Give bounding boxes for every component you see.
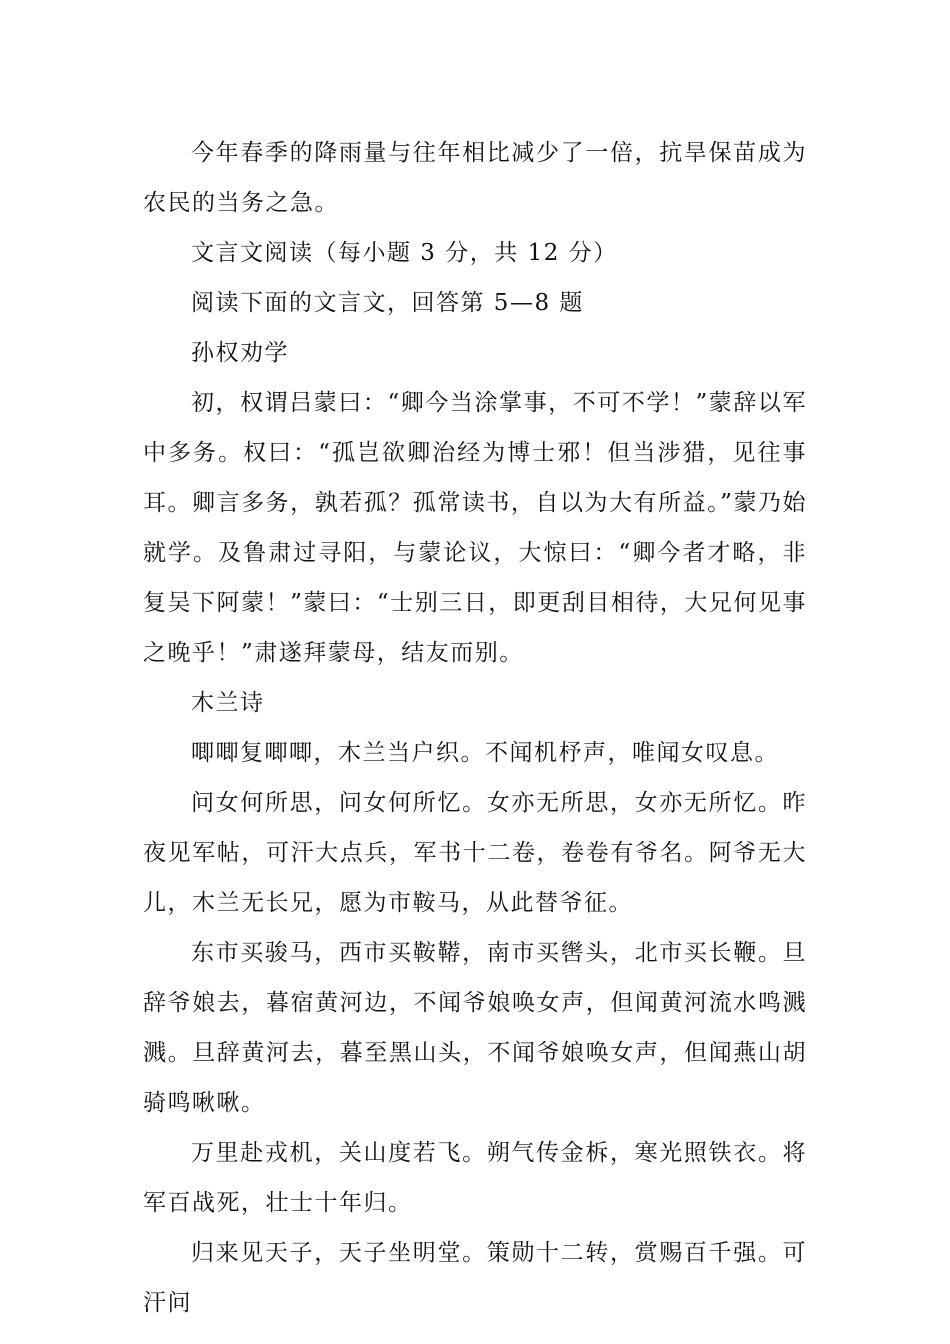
mulan-paragraph-4: 万里赴戎机，关山度若飞。朔气传金柝，寒光照铁衣。将军百战死，壮士十年归。 — [143, 1140, 807, 1216]
passage-sunquan-body: 初，权谓吕蒙曰：“卿今当涂掌事，不可不学！”蒙辞以军中多务。权曰：“孤岂欲卿治经为博士邪！但当涉猎，见往事耳。卿言多务，孰若孤？孤常读书，自以为大有所益。”蒙乃始就学。及鲁肃过寻阳，与蒙论议，大惊曰：“卿今者才略，非复吴下阿蒙！”蒙曰：“士别三日，即更刮目相待，大兄何见事之晚乎！”肃遂拜蒙母，结友而别。 — [143, 390, 807, 666]
question-instruction: 阅读下面的文言文，回答第 5—8 题 — [191, 290, 584, 316]
passage-title-sunquan: 孙权劝学 — [191, 340, 289, 366]
mulan-paragraph-3: 东市买骏马，西市买鞍鞯，南市买辔头，北市买长鞭。旦辞爷娘去，暮宿黄河边，不闻爷娘唤女声，但闻黄河流水鸣溅溅。旦辞黄河去，暮至黑山头，不闻爷娘唤女声，但闻燕山胡骑鸣啾啾。 — [143, 940, 807, 1116]
document-body — [143, 128, 807, 1328]
passage-title-mulan: 木兰诗 — [191, 690, 265, 716]
section-title: 文言文阅读（每小题 3 分，共 12 分） — [191, 240, 618, 266]
mulan-paragraph-2: 问女何所思，问女何所忆。女亦无所思，女亦无所忆。昨夜见军帖，可汗大点兵，军书十二卷，卷卷有爷名。阿爷无大儿，木兰无长兄，愿为市鞍马，从此替爷征。 — [143, 790, 807, 916]
paragraph-sentence: 今年春季的降雨量与往年相比减少了一倍，抗旱保苗成为农民的当务之急。 — [143, 140, 807, 216]
mulan-paragraph-5: 归来见天子，天子坐明堂。策勋十二转，赏赐百千强。可汗问 — [143, 1240, 807, 1316]
mulan-paragraph-1: 唧唧复唧唧，木兰当户织。不闻机杼声，唯闻女叹息。 — [191, 740, 779, 766]
